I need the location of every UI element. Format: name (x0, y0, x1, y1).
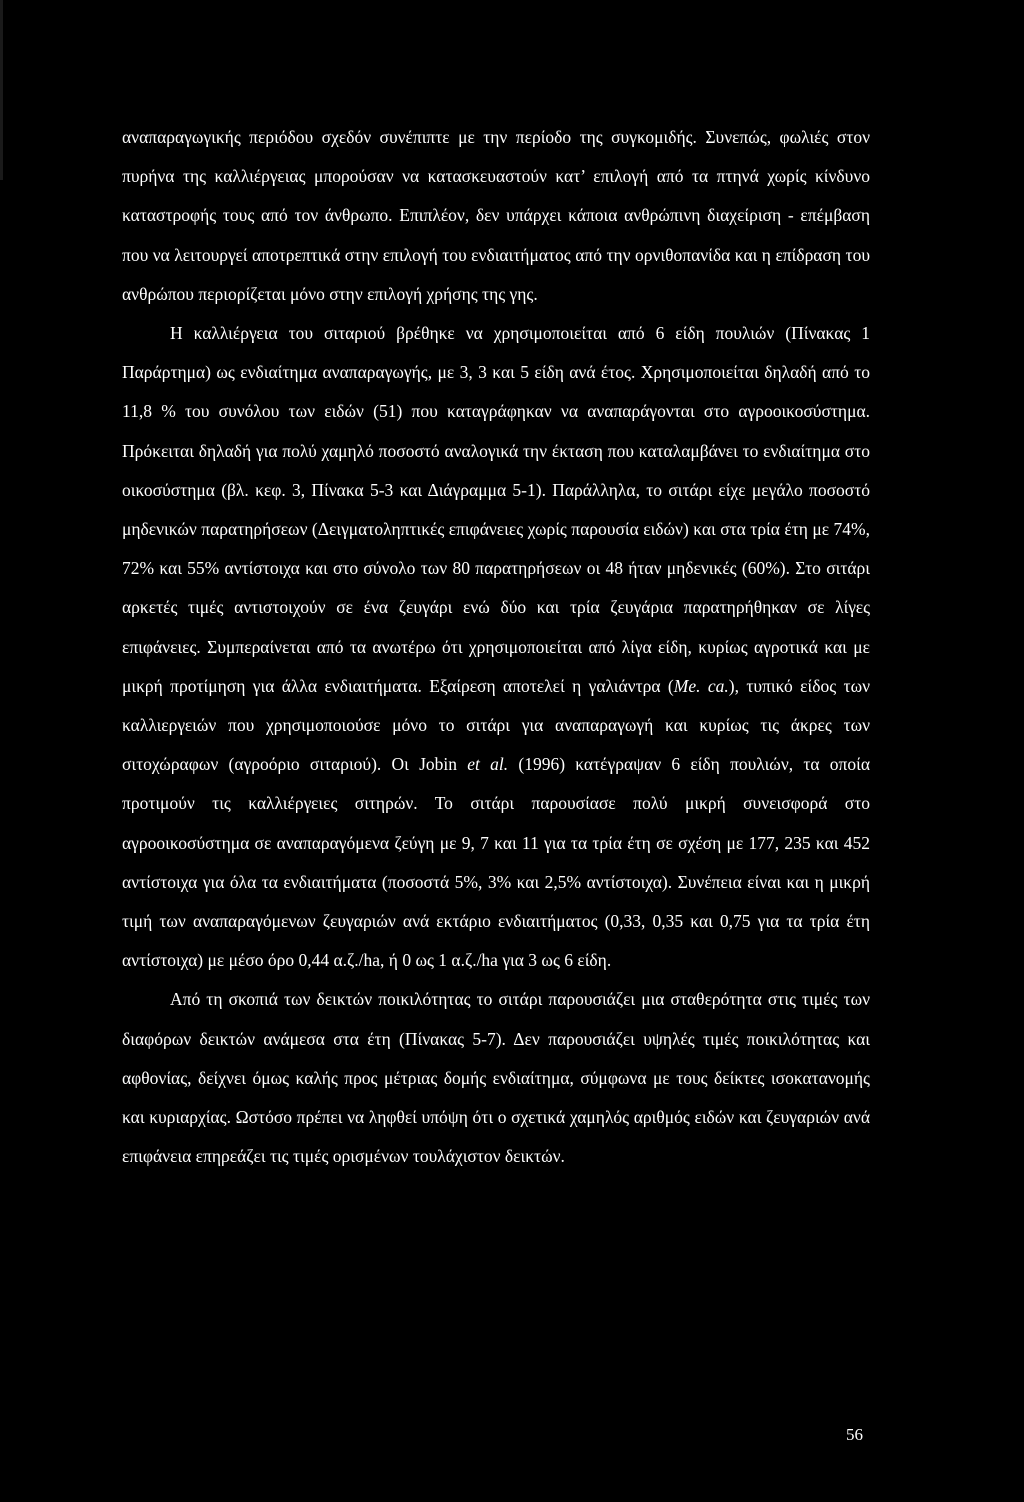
paragraph-1 (122, 118, 870, 314)
body-text (122, 118, 870, 1176)
scan-edge (0, 0, 3, 180)
paragraph-2 (122, 314, 870, 980)
paragraph-1-run-1: αναπαραγωγικής περιόδου σχεδόν συνέπιπτε με την περίοδο της συγκομιδής. Συνεπώς, φωλιές στον πυρήνα της καλλιέργειας μπορούσαν να κατασκευαστούν κατ’ επιλογή από τα πτηνά χωρίς κίνδυνο καταστροφής τους από τον άνθρωπο. Επιπλέον, δεν υπάρχει κάποια ανθρώπινη διαχείριση - επέμβαση που να λειτουργεί αποτρεπτικά στην επιλογή του ενδιαιτήματος από την ορνιθοπανίδα και η επίδραση του ανθρώπου περιορίζεται μόνο στην επιλογή χρήσης της γης. (122, 127, 870, 304)
paragraph-3-run-1: Από τη σκοπιά των δεικτών ποικιλότητας το σιτάρι παρουσιάζει μια σταθερότητα στις τιμές των διαφόρων δεικτών ανάμεσα στα έτη (Πίνακας 5-7). Δεν παρουσιάζει υψηλές τιμές ποικιλότητας και αφθονίας, δείχνει όμως καλής προς μέτριας δομής ενδιαίτημα, σύμφωνα με τους δείκτες ισοκατανομής και κυριαρχίας. Ωστόσο πρέπει να ληφθεί υπόψη ότι ο σχετικά χαμηλός αριθμός ειδών και ζευγαριών ανά επιφάνεια επηρεάζει τις τιμές ορισμένων τουλάχιστον δεικτών. (122, 989, 870, 1167)
page-number: 56 (846, 1425, 863, 1444)
paragraph-2-run-5: (1996) κατέγραψαν 6 είδη πουλιών, τα οποία προτιμούν τις καλλιέργειες σιτηρών. Το σιτάρι παρουσίασε πολύ μικρή συνεισφορά στο αγροοικοσύστημα σε αναπαραγόμενα ζεύγη με 9, 7 και 11 για τα τρία έτη σε σχέση με 177, 235 και 452 αντίστοιχα για όλα τα ενδιαιτήματα (ποσοστά 5%, 3% και 2,5% αντίστοιχα). Συνέπεια είναι και η μικρή τιμή των αναπαραγόμενων ζευγαριών ανά εκτάριο ενδιαιτήματος (0,33, 0,35 και 0,75 για τα τρία έτη αντίστοιχα) με μέσο όρο 0,44 α.ζ./ha, ή 0 ως 1 α.ζ./ha για 3 ως 6 είδη. (122, 754, 870, 971)
species-abbreviation: Me. ca. (673, 675, 729, 696)
paragraph-3 (122, 980, 870, 1176)
paragraph-2-run-1: Η καλλιέργεια του σιταριού βρέθηκε να χρησιμοποιείται από 6 είδη πουλιών (Πίνακας 1 Παράρτημα) ως ενδιαίτημα αναπαραγωγής, με 3, 3 και 5 είδη ανά έτος. Χρησιμοποιείται δηλαδή από το 11,8 % του συνόλου των ειδών (51) που καταγράφηκαν να αναπαράγονται στο αγροοικοσύστημα. Πρόκειται δηλαδή για πολύ χαμηλό ποσοστό αναλογικά την έκταση που καταλαμβάνει το ενδιαίτημα στο οικοσύστημα (βλ. κεφ. 3, Πίνακα 5-3 και Διάγραμμα 5-1). Παράλληλα, το σιτάρι είχε μεγάλο ποσοστό μηδενικών παρατηρήσεων (Δειγματοληπτικές επιφάνειες χωρίς παρουσία ειδών) και στα τρία έτη με 74%, 72% και 55% αντίστοιχα και στο σύνολο των 80 παρατηρήσεων οι 48 ήταν μηδενικές (60%). Στο σιτάρι αρκετές τιμές αντιστοιχούν σε ένα ζευγάρι ενώ δύο και τρία ζευγάρια παρατηρήθηκαν σε λίγες επιφάνειες. Συμπεραίνεται από τα ανωτέρω ότι χρησιμοποιείται από λίγα είδη, κυρίως αγροτικά και με μικρή προτίμηση για άλλα ενδιαιτήματα. Εξαίρεση αποτελεί η γαλιάντρα ( (122, 323, 870, 696)
citation-et-al: et al. (467, 754, 509, 775)
paragraph-2-run-3: ), τυπικό είδος των καλλιεργειών που χρησιμοποιούσε μόνο το σιτάρι για αναπαραγωγή και κυρίως τις άκρες των σιτοχώραφων (αγροόριο σιταριού). Οι Jobin (122, 675, 871, 775)
